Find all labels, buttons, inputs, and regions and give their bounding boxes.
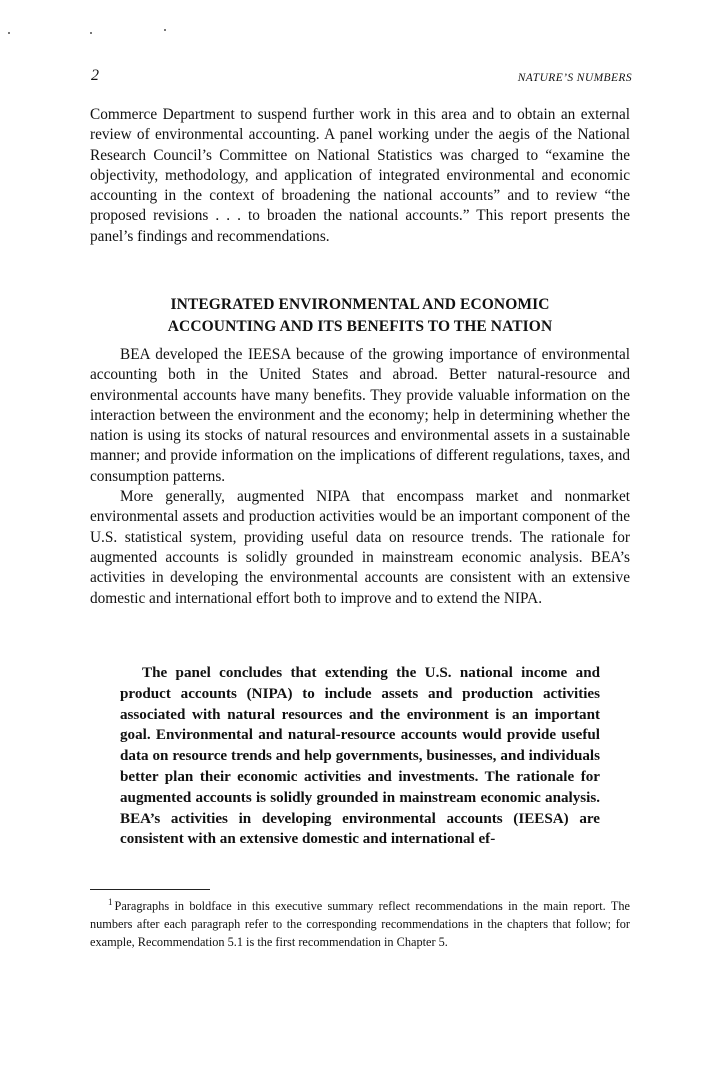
footnote-text: Paragraphs in boldface in this executive summary reflect recommendations in the main report. The numbers after each paragraph refer to the corresponding recommendations in the chapters that follow; for example, Recommendation 5.1 is the first recommendation in Chapter 5. [90,899,630,949]
scan-dot [164,29,166,31]
running-title: NATURE’S NUMBERS [517,72,632,84]
section-body [90,345,630,609]
scan-dot [8,32,10,34]
bold-conclusion-paragraph: The panel concludes that extending the U.S. national income and product accounts (NIPA) to include assets and production activities associated with natural resources and the environment is an important goal. Environmental and natural-resource accounts would provide useful data on resource trends and help governments, businesses, and individuals better plan their economic activities and investments. The rationale for augmented accounts is solidly grounded in mainstream economic analysis. BEA’s activities in developing environmental accounts (IEESA) are consistent with an extensive domestic and international ef- [120,665,600,848]
section-paragraph-2: More generally, augmented NIPA that encompass market and nonmarket environmental assets and production activities would be an important component of the U.S. statistical system, providing useful data on resource trends. The rationale for augmented accounts is solidly grounded in mainstream economic analysis. BEA’s activities in developing the environmental accounts are consistent with an extensive domestic and international effort both to improve and to extend the NIPA. [90,488,630,607]
section-heading-line-2: ACCOUNTING AND ITS BENEFITS TO THE NATION [167,318,553,335]
section-heading [120,294,600,338]
footnote-marker: 1 [108,896,113,907]
scan-marks [8,28,178,40]
page-number: 2 [91,67,99,84]
section-paragraph-1: BEA developed the IEESA because of the growing importance of environmental accounting both in the United States and abroad. Better natural-resource and environmental accounts have many benefits. They provide valuable information on the interaction between the environment and the economy; help in determining whether the nation is using its stocks of natural resources and environmental assets in a sustainable manner; and provide information on the implications of different regulations, taxes, and consumption patterns. [90,346,630,485]
footnote [90,897,630,951]
scan-dot [90,32,92,34]
section-heading-line-1: INTEGRATED ENVIRONMENTAL AND ECONOMIC [170,296,550,313]
footnote-divider [90,889,210,890]
intro-paragraph: Commerce Department to suspend further work in this area and to obtain an external review of environmental accounting. A panel working under the aegis of the National Research Council’s Committee on National Statistics was charged to “examine the objectivity, methodology, and application of integrated environmental and economic accounting in the context of broadening the national accounts” and to review “the proposed revisions . . . to broaden the national accounts.” This report presents the panel’s findings and recommendations. [90,106,630,245]
